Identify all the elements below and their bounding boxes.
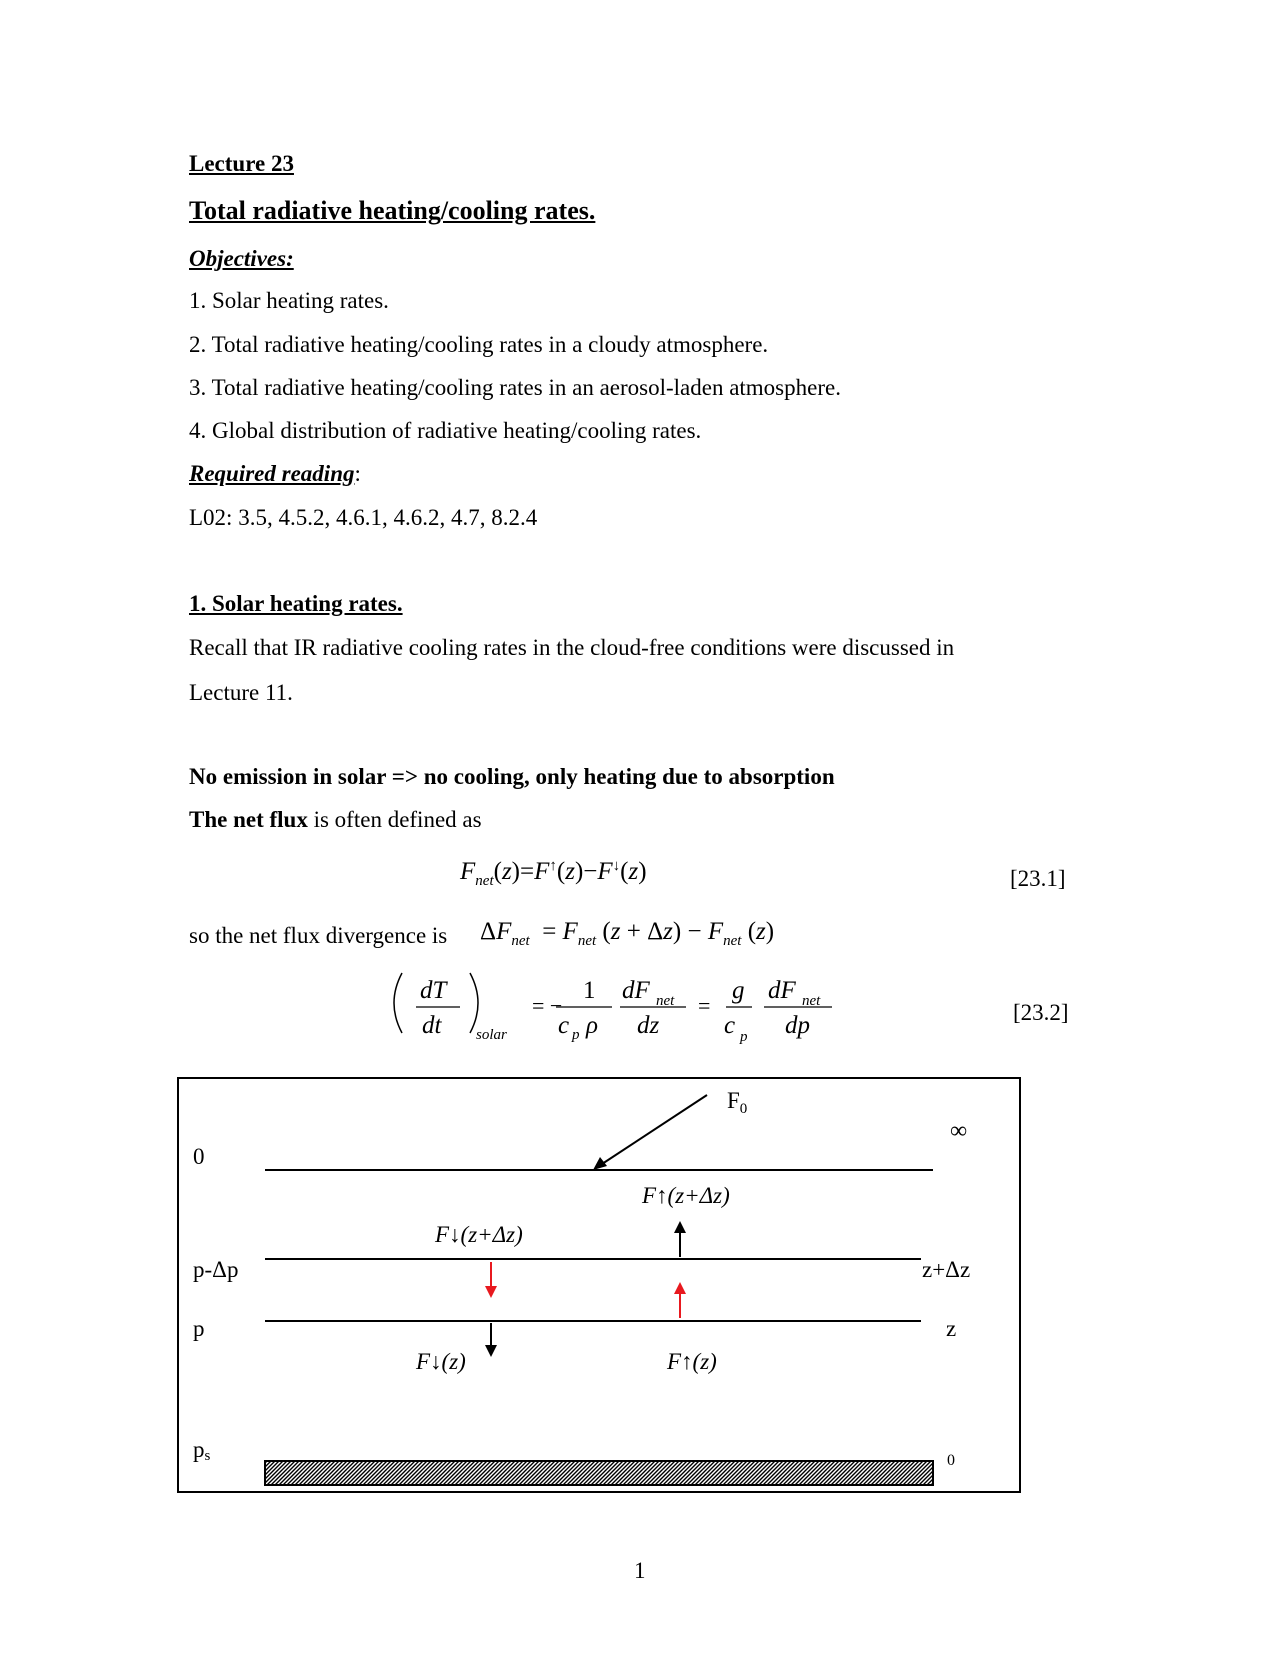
eq-dF2: dF (768, 977, 796, 1004)
paragraph-line: Recall that IR radiative cooling rates in the cloud-free conditions were discussed in (189, 635, 955, 660)
objective-item: 3. Total radiative heating/cooling rates in an aerosol-laden atmosphere. (189, 375, 841, 400)
netflux-bold: The net flux (189, 807, 308, 832)
divergence-text: so the net flux divergence is (189, 923, 448, 948)
eq-dF: dF (622, 977, 650, 1004)
objective-item: 4. Global distribution of radiative heating/cooling rates. (189, 418, 702, 443)
eq-solar: solar (476, 1027, 507, 1043)
flux-down-arrowhead-bottom (485, 1345, 497, 1357)
eq-dp: dp (785, 1012, 810, 1039)
label-pressure-zero: 0 (193, 1144, 205, 1169)
label-flux-up-bottom: F↑(z) (667, 1349, 717, 1374)
lecture-number: Lecture 23 (189, 151, 294, 176)
paragraph-line: Lecture 11. (189, 680, 293, 705)
page-title: Total radiative heating/cooling rates. (189, 196, 596, 225)
netflux-rest: is often defined as (307, 807, 482, 832)
surface-hatch (265, 1461, 933, 1485)
eq-c: c (558, 1012, 570, 1039)
eq-dt: dt (422, 1012, 442, 1039)
eq-p-sub: p (572, 1027, 580, 1043)
label-pressure-p: p (193, 1316, 205, 1341)
incoming-solar-arrow (602, 1095, 707, 1164)
equation-divergence: $\Delta F_{net} = F_{net}$ $(z + \Delta z) - F_{net}$ (z) (480, 918, 775, 949)
eq-net-sub2: net (802, 993, 821, 1009)
objectives-heading: Objectives: (189, 246, 294, 271)
label-flux-down-top: F↓(z+Δz) (435, 1222, 523, 1247)
equation-23-1: $F_{net}(z)=F^↑(z)-F^↓(z)$ (460, 858, 647, 889)
objective-item: 1. Solar heating rates. (189, 288, 389, 313)
eq-net-sub: net (656, 993, 675, 1009)
eq-equals-2: = (698, 993, 711, 1018)
eq-equals: = − (532, 993, 563, 1018)
label-flux-up-top: F↑(z+Δz) (642, 1183, 730, 1208)
section-heading: 1. Solar heating rates. (189, 591, 403, 616)
bold-statement: No emission in solar => no cooling, only heating due to absorption (189, 764, 835, 789)
reading-heading: Required reading (189, 461, 355, 486)
objective-item: 2. Total radiative heating/cooling rates in a cloudy atmosphere. (189, 332, 769, 357)
label-surface-pressure: ps (193, 1437, 211, 1464)
eq-g: g (732, 977, 745, 1004)
label-infinity: ∞ (950, 1118, 968, 1144)
diagram-frame (178, 1078, 1020, 1492)
flux-down-arrowhead-red (485, 1286, 497, 1298)
label-flux-down-bottom: F↓(z) (416, 1349, 466, 1374)
label-height-zero: 0 (947, 1452, 955, 1469)
label-height-z: z (946, 1316, 957, 1341)
eq-rho: ρ (586, 1012, 598, 1039)
reading-colon: : (354, 461, 361, 486)
eq-dz: dz (637, 1012, 660, 1039)
equation-number: [23.2] (1013, 1000, 1069, 1025)
incoming-solar-arrowhead (593, 1157, 607, 1170)
flux-up-arrowhead-top (674, 1221, 686, 1233)
equation-number: [23.1] (1010, 866, 1066, 891)
page-number: 1 (634, 1558, 646, 1583)
label-pressure-layer-top: p-Δp (193, 1257, 239, 1282)
label-F0: $F_0$ (727, 1088, 748, 1117)
eq-p-sub2: p (740, 1029, 748, 1045)
label-height-layer-top: z+Δz (922, 1257, 971, 1282)
reading-text: L02: 3.5, 4.5.2, 4.6.1, 4.6.2, 4.7, 8.2.4 (189, 505, 538, 530)
flux-up-arrowhead-red (674, 1282, 686, 1294)
eq-dT: dT (420, 977, 447, 1004)
eq-c2: c (724, 1012, 736, 1039)
eq-one: 1 (583, 977, 596, 1004)
